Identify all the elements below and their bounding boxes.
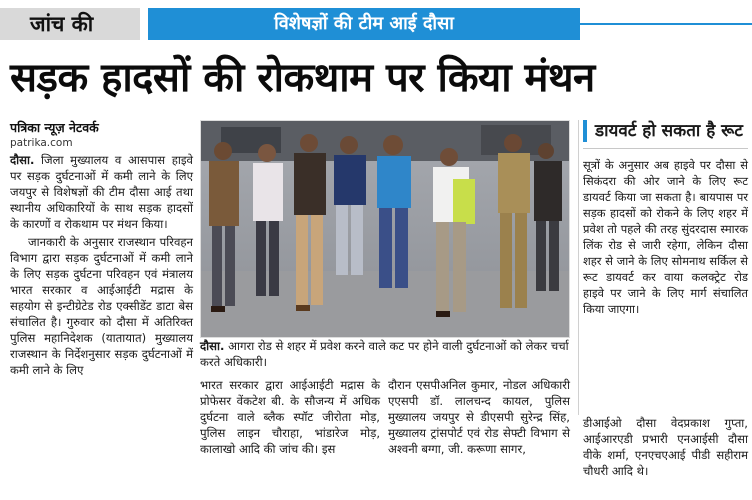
story-paragraph [10, 152, 193, 232]
headline: सड़क हादसों की रोकथाम पर किया मंथन [10, 55, 595, 101]
story-paragraph: जानकारी के अनुसार राजस्थान परिवहन विभाग द्वारा सड़क दुर्घटनाओं में कमी लाने के लिए सड़क दुर्घटना परिवहन एवं मंत्रालय भारत सरकार व आईआईटी मद्रास के सहयोग से इन्टीग्रेटेड रोड एक्सीडेंट डाटा बेस संचालित है। गुरुवार को दौसा में अतिरिक्त पुलिस महानिदेशक (यातायात) मुख्यालय राजस्थान के निर्देशनुसार सड़क दुर्घटनाओं में कमी लाने के लिए [10, 235, 193, 377]
story-column-end [583, 415, 748, 481]
sidebar-heading: डायवर्ट हो सकता है रूट [583, 120, 748, 142]
caption-text: आगरा रोड से शहर में प्रवेश करने वाले कट पर होने वाली दुर्घटनाओं को लेकर चर्चा करते अधिकारी। [200, 339, 569, 369]
photo-caption [200, 338, 572, 370]
byline: पत्रिका न्यूज़ नेटवर्क [10, 120, 99, 135]
caption-lead: दौसा. [200, 339, 225, 353]
kicker-rule [580, 23, 752, 25]
section-kicker [0, 8, 752, 40]
dateline: दौसा. [10, 153, 35, 167]
story-paragraph: भारत सरकार द्वारा आईआईटी मद्रास के प्रोफेसर वेंकटेश बी. के सौजन्य में अधिक दुर्घटना वाले ब्लैक स्पॉट जीरोता मोड़, पुलिस लाइन चौराहा, भांडारेज मोड़, कालाखो आदि की जांच की। इस [200, 378, 380, 456]
site-link[interactable]: patrika.com [10, 137, 73, 149]
story-column-1 [10, 120, 193, 380]
kicker-label: जांच की [0, 8, 140, 40]
kicker-banner: विशेषज्ञों की टीम आई दौसा [148, 8, 580, 40]
sidebar-box [583, 120, 748, 317]
story-column-3 [388, 377, 570, 459]
story-body [10, 152, 193, 378]
story-paragraph: दौरान एसपीअनिल कुमार, नोडल अधिकारी एएसपी डॉ. लालचन्द कायल, पुलिस मुख्यालय जयपुर से डीएसपी सुरेन्द्र सिंह, मुख्यालय ट्रांसपोर्ट एवं रोड सेफ्टी विभाग से अश्वनी बग्गा, जी. करूणा सागर, [388, 378, 570, 456]
sidebar-text: सूत्रों के अनुसार अब हाइवे पर दौसा से सिकंदरा की ओर जाने के लिए रूट डायवर्ट किया जा सकता है। बायपास पर सड़क हादसों को रोकने के लिए शहर में प्रवेश तो पहले की तरह सुंदरदास स्मारक लिंक रोड से जारी रहेगा, लेकिन दौसा शहर से जाने के लिए सोमनाथ सर्किल से रूट डायवर्ट कर वाया कलक्ट्रेट रोड हाइवे पर जाने के लिए मार्ग संचालित किया जाएगा। [583, 158, 748, 316]
story-column-2 [200, 377, 380, 459]
sidebar-rule [583, 148, 748, 149]
paragraph-text: जिला मुख्यालय व आसपास हाइवे पर सड़क दुर्घटनाओं में कमी लाने के लिए जयपुर से विशेषज्ञों की टीम दौसा आई तथा स्थानीय अधिकारियों के साथ सड़क हादसों के कारणों व रोकथाम पर मंथन किया। [10, 153, 193, 231]
news-photo [200, 120, 570, 338]
story-paragraph: डीआईओ दौसा वेदप्रकाश गुप्ता, आईआरएडी प्रभारी एनआईसी दौसा वीके शर्मा, एनएचएआई पीडी सहीराम चौधरी आदि थे। [583, 416, 748, 478]
column-divider [578, 120, 579, 415]
